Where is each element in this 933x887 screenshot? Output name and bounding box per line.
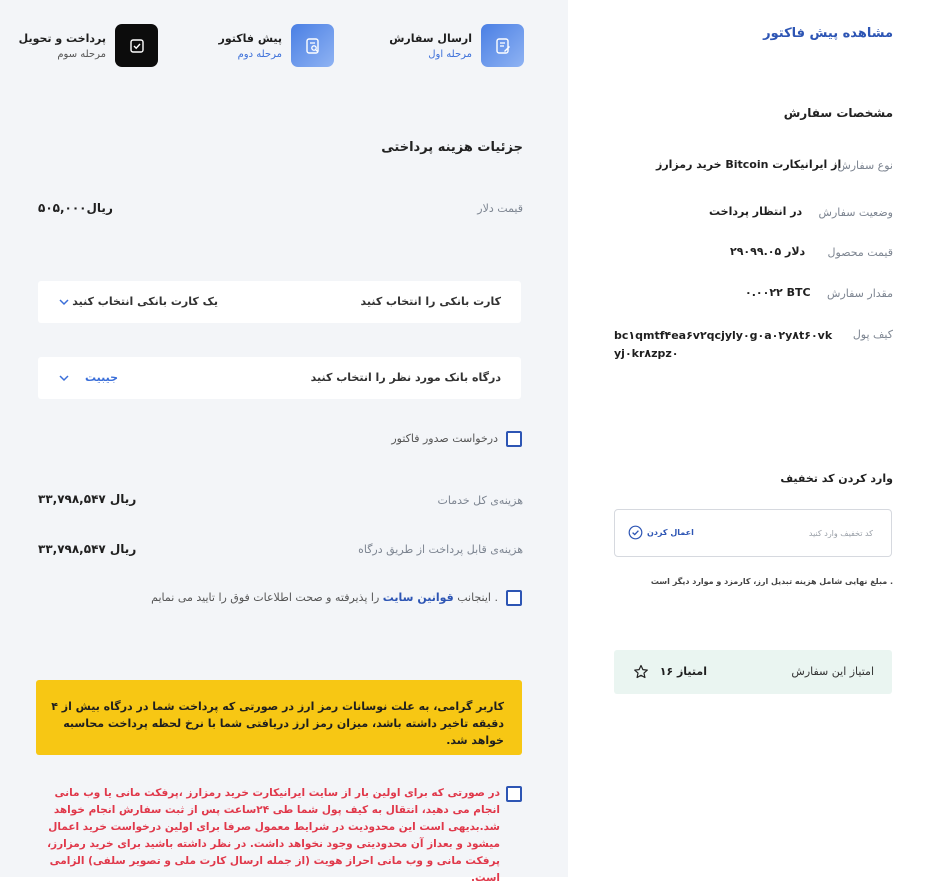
wallet-address: bc۱qmtf۴ea۶v۲qcjyly۰g۰a۰۲y۸t۶۰vkyj۰kr۸zpz۰ xyxy=(614,329,833,360)
step-send-order xyxy=(389,24,524,68)
chevron-down-icon xyxy=(58,372,70,384)
order-score-box xyxy=(614,650,892,694)
check-box-icon xyxy=(128,37,146,55)
discount-code-input[interactable]: کد تخفیف وارد کنید xyxy=(808,529,873,538)
check-circle-icon xyxy=(628,525,643,540)
discount-heading: وارد کردن کد تخفیف xyxy=(780,472,893,485)
invoice-request-label: درخواست صدور فاکتور xyxy=(391,432,498,445)
order-amount-value: ۰.۰۰۲۲ BTC xyxy=(745,286,811,299)
apply-discount-button[interactable] xyxy=(628,523,694,541)
step-payment-delivery xyxy=(18,24,158,68)
total-services-label: هزینه‌ی کل خدمات xyxy=(437,494,523,507)
bank-card-select[interactable] xyxy=(38,281,521,323)
rate-warning-banner xyxy=(36,680,522,755)
step-3-subtitle: مرحله سوم xyxy=(57,49,106,60)
terms-label xyxy=(151,591,498,604)
final-amount-note: مبلغ نهایی شامل هزینه تبدیل ارز، کارمزد و موارد دیگر است . xyxy=(650,577,893,586)
product-price-label: قیمت محصول xyxy=(827,246,893,259)
step-2-title: پیش فاکتور xyxy=(218,32,282,45)
step-1-title: ارسال سفارش xyxy=(389,32,472,45)
order-score-value: ۱۶ امتیاز xyxy=(659,665,707,678)
payment-details-heading: جزئیات هزینه پرداختی xyxy=(381,140,523,155)
bank-card-selected: یک کارت بانکی انتخاب کنید xyxy=(72,295,218,308)
page-title: مشاهده پیش فاکتور xyxy=(763,26,893,41)
step-2-tile xyxy=(291,24,334,67)
step-2-subtitle: مرحله دوم xyxy=(237,49,282,60)
bank-gateway-select[interactable] xyxy=(38,357,521,399)
site-rules-link[interactable]: قوانین سایت xyxy=(382,591,454,604)
order-type-label: نوع سفارش xyxy=(837,159,893,172)
bank-gateway-selected: جیبیت xyxy=(84,371,118,384)
step-3-title: پرداخت و تحویل xyxy=(18,32,106,45)
bank-gateway-label: درگاه بانک مورد نظر را انتخاب کنید xyxy=(310,371,501,384)
invoice-summary-panel xyxy=(568,0,933,877)
first-time-notice-text: در صورتی که برای اولین بار از سایت ایرانیکارت خرید رمزارز ،پرفکت مانی یا وب مانی انجام می دهید، انتقال به کیف پول شما طی ۲۴ساعت پس از ثبت سفارش انجام خواهد شد.بدیهی است این محدودیت در شرایط معمول صرفا برای اولین درخواست خرید اعمال میشود و بعداز آن محدودیتی وجود نخواهد داشت. در نظر داشته باشید برای خرید رمزارز، پرفکت مانی و وب مانی احراز هویت (از جمله ارسال کارت ملی و تصویر سلفی) الزامی است. xyxy=(47,787,500,884)
terms-checkbox[interactable] xyxy=(506,590,522,606)
total-services-value: ۳۳,۷۹۸,۵۴۷ ریال xyxy=(38,492,137,506)
payable-value: ۳۳,۷۹۸,۵۴۷ ریال xyxy=(38,542,137,556)
wallet-label: کیف پول xyxy=(852,328,893,341)
order-specs-heading: مشخصات سفارش xyxy=(783,106,893,120)
bank-card-label: کارت بانکی را انتخاب کنید xyxy=(360,295,501,308)
discount-code-field[interactable] xyxy=(614,509,892,557)
order-status-value: در انتظار پرداخت xyxy=(709,205,803,218)
terms-suffix: را پذیرفته و صحت اطلاعات فوق را تایید می نمایم . xyxy=(151,591,498,604)
rate-warning-text: کاربر گرامی، به علت نوسانات رمز ارز در صورتی که پرداخت شما در درگاه بیش از ۴ دقیقه تاخیر داشته باشد، میزان رمز ارز دریافتی شما با نرخ لحظه پرداخت محاسبه خواهد شد. xyxy=(51,700,504,747)
order-type-value: خرید رمزارز Bitcoin از ایرانیکارت xyxy=(656,158,842,171)
first-time-notice-checkbox[interactable] xyxy=(506,786,522,802)
dollar-price-value: ۵۰۵,۰۰۰ریال xyxy=(38,201,113,215)
dollar-price-label: قیمت دلار xyxy=(477,202,523,215)
order-status-label: وضعیت سفارش xyxy=(818,206,893,219)
step-1-subtitle: مرحله اول xyxy=(428,49,472,60)
product-price-value: ۲۹۰۹۹.۰۵ دلار xyxy=(730,245,806,258)
step-3-tile xyxy=(115,24,158,67)
terms-prefix: اینجانب xyxy=(457,591,491,604)
edit-note-icon xyxy=(494,37,512,55)
step-invoice xyxy=(218,24,334,68)
order-score-label: امتیاز این سفارش xyxy=(791,665,874,678)
chevron-down-icon xyxy=(58,296,70,308)
payable-label: هزینه‌ی قابل پرداخت از طریق درگاه xyxy=(358,543,523,556)
apply-discount-label: اعمال کردن xyxy=(647,527,694,537)
step-1-tile xyxy=(481,24,524,67)
invoice-request-checkbox[interactable] xyxy=(506,431,522,447)
star-icon xyxy=(633,664,649,680)
invoice-search-icon xyxy=(304,37,322,55)
order-amount-label: مقدار سفارش xyxy=(827,287,893,300)
